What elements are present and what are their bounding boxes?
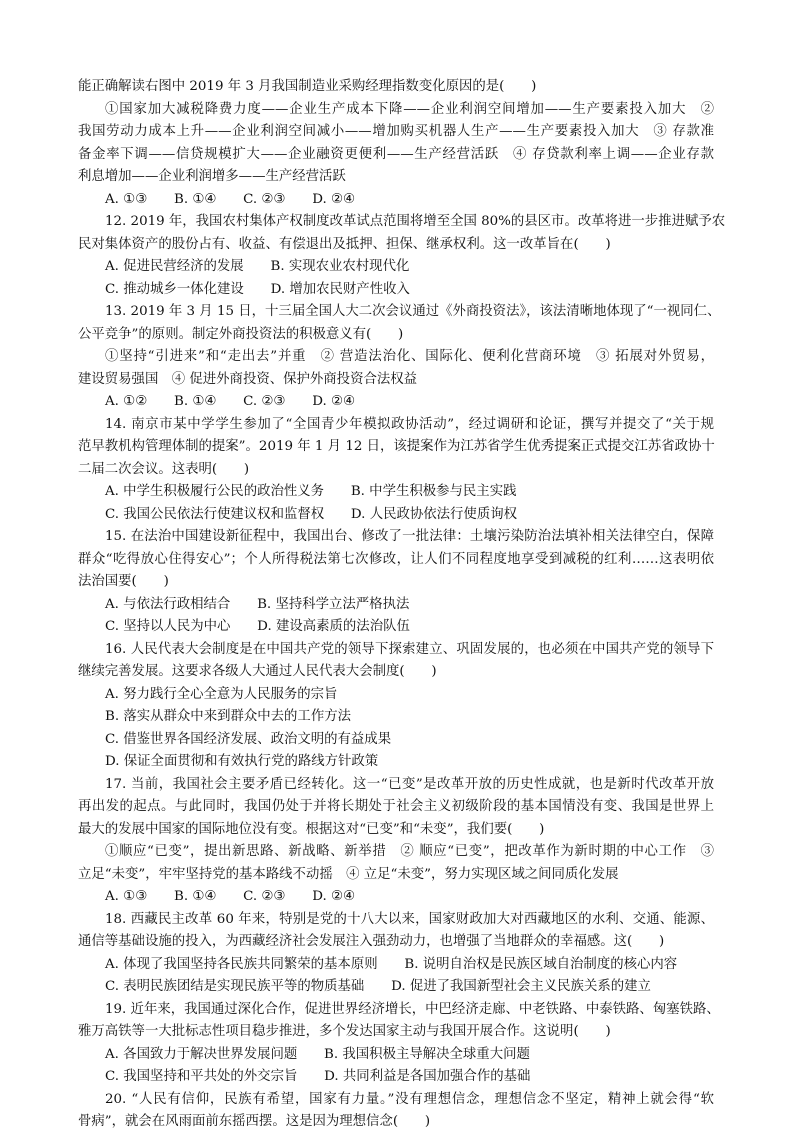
text-line: A. ①③ B. ①④ C. ②③ D. ②④ (105, 889, 355, 904)
text-line: 骨病”，就会在风雨面前东摇西摆。这是因为理想信念( ) (78, 1114, 431, 1129)
text-line: A. 中学生积极履行公民的政治性义务 B. 中学生积极参与民主实践 (105, 484, 517, 499)
text-line: 13. 2019 年 3 月 15 日，十三届全国人大二次会议通过《外商投资法》，该法清晰地体现了“一视同仁、 (105, 304, 721, 319)
text-line: 民对集体资产的股份占有、收益、有偿退出及抵押、担保、继承权利。这一改革旨在( ) (78, 236, 611, 252)
text-line: 19. 近年来，我国通过深化合作，促进世界经济增长，中巴经济走廊、中老铁路、中泰铁路、匈塞铁路、 (105, 1001, 720, 1017)
text-line: 继续完善发展。这要求各级人大通过人民代表大会制度( ) (78, 664, 437, 679)
text-line: ①顺应“已变”，提出新思路、新战略、新举措 ② 顺应“已变”，把改革作为新时期的中心工作 ③ (105, 844, 714, 859)
text-line: 雅万高铁等一大批标志性项目稳步推进，多个发达国家主动与我国开展合作。这说明( ) (78, 1024, 611, 1039)
text-line: C. 坚持以人民为中心 D. 建设高素质的法治队伍 (105, 619, 410, 634)
text-line: 通信等基础设施的投入，为西藏经济社会发展注入强劲动力，也增强了当地群众的幸福感。这( ) (78, 934, 665, 949)
text-line: 16. 人民代表大会制度是在中国共产党的领导下探索建立、巩固发展的，也必须在中国共产党的领导下 (105, 641, 714, 657)
text-line: 15. 在法治中国建设新征程中，我国出台、修改了一批法律：土壤污染防治法填补相关法律空白，保障 (105, 529, 714, 544)
text-line: 能正确解读右图中 2019 年 3 月我国制造业采购经理指数变化原因的是( ) (78, 79, 537, 94)
text-line: ①国家加大减税降费力度——企业生产成本下降——企业利润空间增加——生产要素投入加大 ② (105, 101, 714, 117)
text-line: 法治国要( ) (78, 574, 169, 589)
text-line: C. 我国坚持和平共处的外交宗旨 D. 共同利益是各国加强合作的基础 (105, 1069, 531, 1084)
text-line: 20. “人民有信仰，民族有希望，国家有力量。”没有理想信念，理想信念不坚定，精神上就会得“软 (105, 1091, 714, 1107)
text-line: A. 体现了我国坚持各民族共同繁荣的基本原则 B. 说明自治权是民族区域自治制度的核心内容 (105, 956, 678, 972)
text-line: C. 表明民族团结是实现民族平等的物质基础 D. 促进了我国新型社会主义民族关系的建立 (105, 979, 651, 994)
text-line: A. ①② B. ①④ C. ②③ D. ②④ (105, 394, 355, 409)
text-line: 我国劳动力成本上升——企业利润空间减小——增加购买机器人生产——生产要素投入加大 ③ 存款准 (78, 124, 714, 139)
text-line: 立足“未变”，牢牢坚持党的基本路线不动摇 ④ 立足“未变”，努力实现区域之间同质化发展 (78, 866, 619, 882)
text-line: C. 我国公民依法行使建议权和监督权 D. 人民政协依法行使质询权 (105, 506, 517, 522)
text-line: ①坚持“引进来”和“走出去”并重 ② 营造法治化、国际化、便利化营商环境 ③ 拓展对外贸易， (105, 349, 714, 364)
text-line: 14. 南京市某中学学生参加了“全国青少年模拟政协活动”，经过调研和论证，撰写并提交了“关于规 (105, 416, 714, 432)
text-line: 建设贸易强国 ④ 促进外商投资、保护外商投资合法权益 (78, 371, 418, 387)
text-line: A. 促进民营经济的发展 B. 实现农业农村现代化 (105, 259, 410, 274)
text-line: 利息增加——企业利润增多——生产经营活跃 (78, 169, 346, 184)
text-line: A. 与依法行政相结合 B. 坚持科学立法严格执法 (105, 596, 410, 612)
text-line: A. 努力践行全心全意为人民服务的宗旨 (105, 686, 338, 702)
text-line: C. 推动城乡一体化建设 D. 增加农民财产性收入 (105, 281, 410, 297)
text-line: C. 借鉴世界各国经济发展、政治文明的有益成果 (105, 731, 392, 747)
text-line: D. 保证全面贯彻和有效执行党的路线方针政策 (105, 754, 379, 769)
text-line: 备金率下调——信贷规模扩大——企业融资更便利——生产经营活跃 ④ 存贷款利率上调——企业存款 (78, 146, 714, 162)
text-line: 公平竞争”的原则。制定外商投资法的积极意义有( ) (78, 326, 404, 342)
text-line: 最大的发展中国家的国际地位没有变。根据这对“已变”和“未变”，我们要( ) (78, 821, 545, 837)
text-line: 二届二次会议。这表明( ) (78, 461, 250, 477)
text-line: 12. 2019 年，我国农村集体产权制度改革试点范围将增至全国 80%的县区市。改革将进一步推进赋予农 (105, 214, 726, 229)
text-line: 群众“吃得放心住得安心”；个人所得税法第七次修改，让人们不同程度地享受到减税的红利……这表明依 (78, 551, 714, 567)
text-line: 18. 西藏民主改革 60 年来，特别是党的十八大以来，国家财政加大对西藏地区的水利、交通、能源、 (105, 911, 714, 927)
text-line: 再出发的起点。与此同时，我国仍处于并将长期处于社会主义初级阶段的基本国情没有变、我国是世界上 (78, 799, 714, 814)
text-line: 范早教机构管理体制的提案”。2019 年 1 月 12 日，该提案作为江苏省学生优秀提案正式提交江苏省政协十 (78, 439, 715, 454)
text-line: B. 落实从群众中来到群众中去的工作方法 (105, 709, 351, 724)
text-line: 17. 当前，我国社会主要矛盾已经转化。这一“已变”是改革开放的历史性成就，也是新时代改革开放 (105, 776, 714, 792)
text-line: A. 各国致力于解决世界发展问题 B. 我国积极主导解决全球重大问题 (105, 1046, 530, 1062)
question-text-block (78, 76, 726, 1134)
text-line: A. ①③ B. ①④ C. ②③ D. ②④ (105, 191, 355, 207)
